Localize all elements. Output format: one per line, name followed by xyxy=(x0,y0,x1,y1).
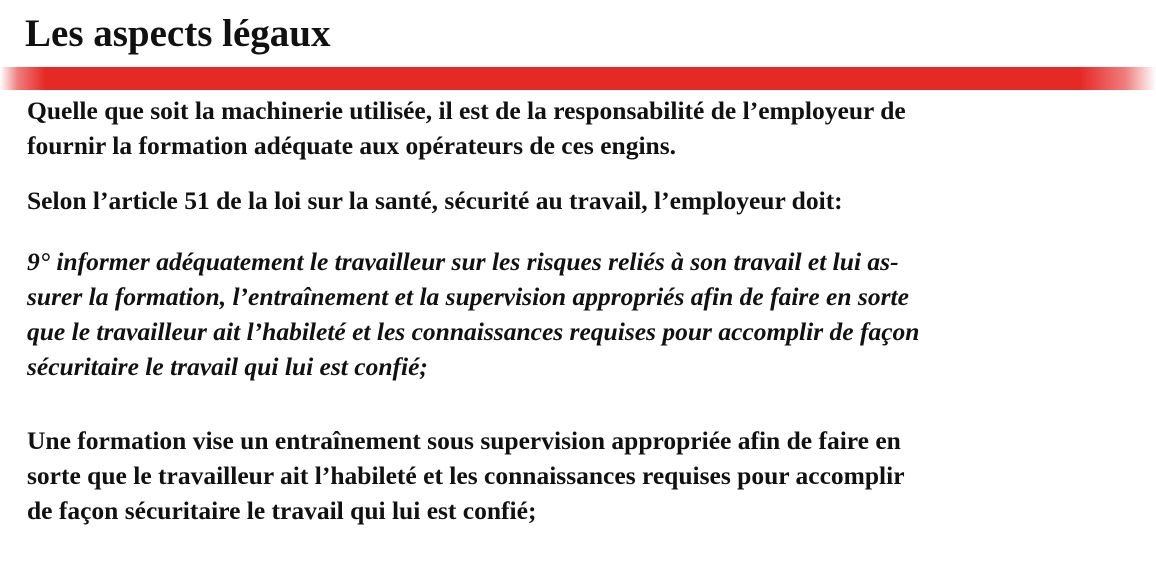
text-line: fournir la formation adéquate aux opérateurs de ces engins. xyxy=(27,131,677,160)
text-line: sorte que le travailleur ait l’habileté et les connaissances requises pour accomplir xyxy=(27,461,905,490)
paragraph-article-51-intro xyxy=(27,183,843,218)
text-line: 9° informer adéquatement le travailleur sur les risques reliés à son travail et lui as- xyxy=(27,247,899,276)
text-line: sécuritaire le travail qui lui est confié; xyxy=(27,352,428,381)
paragraph-training-definition xyxy=(27,423,905,528)
text-line: Quelle que soit la machinerie utilisée, il est de la responsabilité de l’employeur de xyxy=(27,96,906,125)
paragraph-employer-responsibility xyxy=(27,93,906,163)
text-line: Selon l’article 51 de la loi sur la santé, sécurité au travail, l’employeur doit: xyxy=(27,186,843,215)
paragraph-law-quote xyxy=(27,244,919,384)
title-underline-bar xyxy=(0,67,1156,90)
text-line: surer la formation, l’entraînement et la supervision appropriés afin de faire en sorte xyxy=(27,282,909,311)
text-line: que le travailleur ait l’habileté et les connaissances requises pour accomplir de façon xyxy=(27,317,920,346)
text-line: Une formation vise un entraînement sous supervision appropriée afin de faire en xyxy=(27,426,901,455)
text-line: de façon sécuritaire le travail qui lui est confié; xyxy=(27,496,537,525)
page-title: Les aspects légaux xyxy=(25,12,331,55)
